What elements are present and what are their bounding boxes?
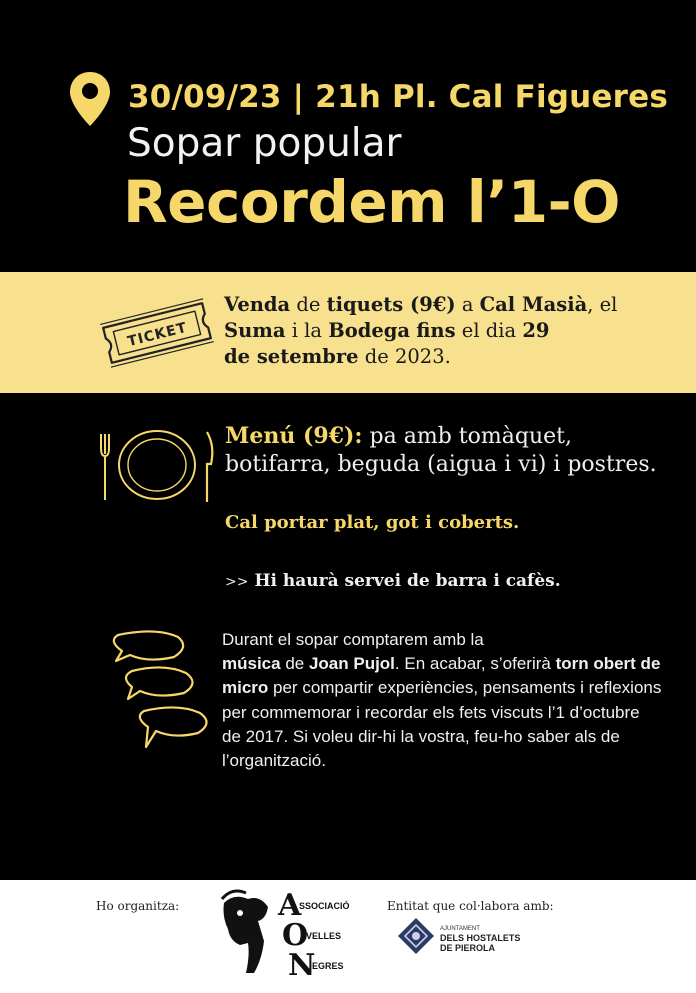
menu-items: pa amb tomàquet, botifarra, beguda (aigua i vi) i postres. <box>225 424 657 477</box>
event-title: Recordem l’1-O <box>123 168 620 236</box>
music-text-part: per compartir experiències, pensaments i reflexions per commemorar i recordar els fets viscuts l’1 d’octubre de 2017. Si voleu dir-hi la vostra, feu-ho saber als de l’organització. <box>222 678 662 771</box>
aon-letter-a: A <box>278 888 302 923</box>
organizer-label: Ho organitza: <box>96 899 180 913</box>
bar-note-text: Hi haurà servei de barra i cafès. <box>254 571 561 591</box>
tickets-text-place: Suma <box>224 319 286 342</box>
aon-word-1: SSOCIACIÓ <box>299 901 350 911</box>
music-description <box>222 628 662 773</box>
map-pin-icon <box>68 70 112 128</box>
hostalets-crest-logo <box>396 916 536 960</box>
tickets-text-month: de setembre <box>224 345 359 368</box>
aon-letter-n: N <box>288 948 316 980</box>
tickets-text-place: Cal Masià <box>479 293 588 316</box>
aon-logo <box>220 885 350 980</box>
hostalets-small-text: AJUNTAMENT <box>440 926 480 932</box>
music-text-artist: Joan Pujol <box>308 654 395 674</box>
aon-word-2: VELLES <box>306 931 342 941</box>
tickets-text-price: tiquets (9€) <box>326 293 456 316</box>
music-text-part: Durant el sopar comptarem amb la <box>222 630 484 649</box>
music-text-part: . En acabar, s’oferirà <box>394 654 556 674</box>
music-text-musica: música <box>222 654 281 674</box>
tickets-text-day: 29 <box>522 319 550 342</box>
tickets-text <box>224 292 684 370</box>
music-text-open-mic: torn obert de micro <box>222 654 661 698</box>
bar-note <box>225 571 561 591</box>
tickets-text-place: Bodega <box>328 319 411 342</box>
ticket-word: TICKET <box>125 319 190 351</box>
menu-label: Menú (9€): <box>225 423 363 449</box>
tickets-text-part: i la <box>285 319 329 342</box>
tickets-text-fins: fins <box>416 319 456 342</box>
tickets-text-part: de 2023. <box>358 345 451 368</box>
tickets-text-part: a <box>455 293 480 316</box>
hostalets-name-2: DE PIEROLA <box>440 943 496 953</box>
header-section <box>0 0 696 272</box>
music-text-part: de <box>280 654 309 674</box>
aon-word-3: EGRES <box>312 961 344 971</box>
collaborator-label: Entitat que col·labora amb: <box>387 899 554 913</box>
event-subtitle: Sopar popular <box>127 121 402 166</box>
menu-note: Cal portar plat, got i coberts. <box>225 512 520 533</box>
menu-description <box>225 422 665 479</box>
aon-letter-o: O <box>282 918 309 953</box>
plate-cutlery-icon <box>95 424 219 506</box>
tickets-text-part: de <box>290 293 327 316</box>
hostalets-name-1: DELS HOSTALETS <box>440 933 521 943</box>
tickets-text-part: , el <box>587 293 618 316</box>
ticket-icon <box>98 295 216 371</box>
bar-note-arrows: >> <box>225 574 249 590</box>
tickets-text-venda: Venda <box>224 293 291 316</box>
event-dateline: 30/09/23 | 21h Pl. Cal Figueres <box>128 79 669 115</box>
speech-bubbles-icon <box>108 627 218 751</box>
tickets-text-part: el dia <box>455 319 523 342</box>
